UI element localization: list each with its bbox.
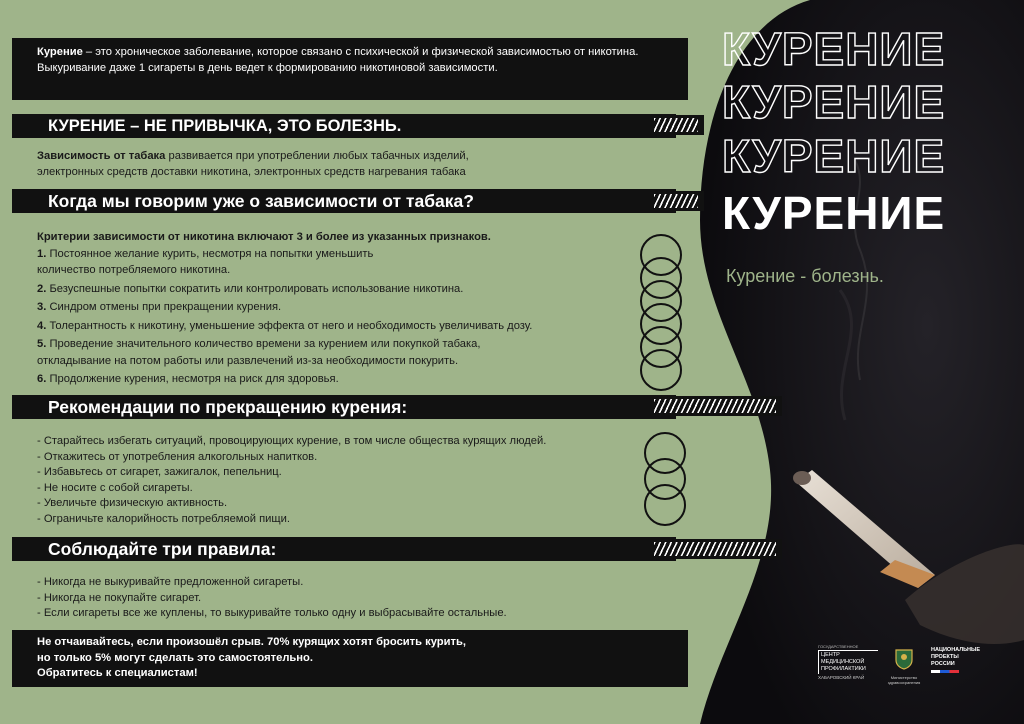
- recommendation-item: - Не носите с собой сигареты.: [37, 481, 193, 494]
- np-line: РОССИИ: [931, 661, 955, 667]
- section1-heading-text: КУРЕНИЕ – НЕ ПРИВЫЧКА, ЭТО БОЛЕЗНЬ.: [48, 117, 402, 135]
- criteria-text: Толерантность к никотину, уменьшение эффекта от него и необходимость увеличивать дозу.: [46, 319, 533, 332]
- section1-heading: [12, 114, 676, 138]
- section1-hatch: [648, 115, 704, 135]
- criteria-num: 2.: [37, 282, 47, 295]
- footer-line: Обратитесь к специалистам!: [37, 667, 198, 679]
- logo-region: ХАБАРОВСКИЙ КРАЙ: [818, 675, 865, 680]
- logo-line: ПРОФИЛАКТИКИ: [821, 666, 866, 672]
- np-line: НАЦИОНАЛЬНЫЕ: [931, 647, 981, 653]
- criteria-item: [37, 371, 657, 388]
- ministry-text: Министерство здравоохранения: [887, 675, 921, 685]
- criteria-text: Безуспешные попытки сократить или контролировать использование никотина.: [46, 282, 464, 295]
- section2-hatch: [648, 191, 704, 211]
- logo-small-text: ГОСУДАРСТВЕННОЕ: [818, 644, 859, 649]
- section4-heading-text: Соблюдайте три правила:: [48, 539, 277, 559]
- criteria-title: Критерии зависимости от никотина включают 3 и более из указанных признаков.: [37, 231, 491, 243]
- criteria-num: 5.: [37, 338, 47, 350]
- criteria-text: Синдром отмены при прекращении курения.: [46, 301, 282, 313]
- title-word-outline: КУРЕНИЕ: [722, 76, 946, 128]
- criteria-text: откладывание на потом работы или развлечений из-за необходимости покурить.: [37, 354, 459, 367]
- title-word-outline: КУРЕНИЕ: [722, 130, 946, 182]
- ministry-emblem-logo: [886, 648, 922, 685]
- recommendation-item: - Увеличьте физическую активность.: [37, 497, 228, 509]
- recommendations-list: [37, 434, 657, 527]
- section1-term: Зависимость от табака: [37, 150, 166, 162]
- intro-text: [37, 45, 677, 76]
- recommendation-item: - Избавьтесь от сигарет, зажигалок, пепельниц.: [37, 466, 282, 478]
- np-line: ПРОЕКТЫ: [931, 654, 959, 660]
- criteria-item: [37, 336, 657, 369]
- section1-line2: электронных средств доставки никотина, электронных средств нагревания табака: [37, 165, 466, 178]
- recommendation-item: - Откажитесь от употребления алкогольных напитков.: [37, 450, 318, 463]
- footer-box: [12, 630, 688, 687]
- rule-item: - Никогда не покупайте сигарет.: [37, 591, 202, 604]
- section1-body: [37, 149, 637, 180]
- section4-hatch: [648, 539, 782, 559]
- np-stripe: [931, 670, 959, 673]
- footer-line: Не отчаивайтесь, если произошёл срыв. 70% курящих хотят бросить курить,: [37, 636, 466, 648]
- national-projects-logo: [931, 647, 981, 673]
- intro-term: Курение: [37, 46, 83, 58]
- criteria-num: 4.: [37, 319, 47, 332]
- logo-frame: [818, 650, 878, 674]
- criteria-list: [37, 229, 657, 388]
- recommendation-item: - Ограничьте калорийность потребляемой пищи.: [37, 512, 290, 525]
- title-word-outline: КУРЕНИЕ: [722, 23, 946, 75]
- subtitle: Курение - болезнь.: [726, 266, 884, 286]
- coat-of-arms-icon: [894, 648, 914, 670]
- section4-heading: [12, 537, 676, 561]
- title-word-solid: КУРЕНИЕ: [722, 187, 946, 239]
- criteria-num: 6.: [37, 373, 47, 385]
- section1-line1: развивается при употреблении любых табачных изделий,: [165, 150, 469, 162]
- criteria-text: количество потребляемого никотина.: [37, 264, 231, 276]
- section2-heading: [12, 189, 676, 213]
- intro-body: – это хроническое заболевание, которое связано с психической и физической зависимостью от никотина. Выкуривание даже 1 сигареты в день ведет к формированию никотиновой зависимости.: [37, 46, 639, 74]
- rules-list: [37, 575, 657, 622]
- section3-hatch: [648, 396, 782, 416]
- logo-line: МЕДИЦИНСКОЙ: [821, 659, 865, 665]
- section2-heading-text: Когда мы говорим уже о зависимости от табака?: [48, 191, 474, 211]
- criteria-item: [37, 281, 657, 298]
- criteria-item: [37, 318, 657, 335]
- recommendation-item: - Старайтесь избегать ситуаций, провоцирующих курение, в том числе общества курящих людей.: [37, 435, 547, 447]
- criteria-num: 1.: [37, 247, 47, 260]
- criteria-item: [37, 299, 657, 316]
- logo-line: ЦЕНТР: [821, 652, 840, 658]
- center-medical-prevention-logo: [818, 643, 878, 683]
- criteria-item: [37, 246, 657, 279]
- footer-line: но только 5% могут сделать это самостоятельно.: [37, 651, 313, 664]
- criteria-text: Продолжение курения, несмотря на риск для здоровья.: [46, 373, 339, 385]
- section3-heading-text: Рекомендации по прекращению курения:: [48, 397, 408, 417]
- intro-box: [12, 38, 688, 100]
- rule-item: - Если сигареты все же куплены, то выкуривайте только одну и выбрасывайте остальные.: [37, 607, 507, 619]
- criteria-text: Проведение значительного количество времени за курением или покупкой табака,: [46, 338, 481, 350]
- rule-item: - Никогда не выкуривайте предложенной сигареты.: [37, 576, 304, 588]
- criteria-text: Постоянное желание курить, несмотря на попытки уменьшить: [46, 247, 374, 260]
- section3-heading: [12, 395, 676, 419]
- criteria-num: 3.: [37, 301, 47, 313]
- footer-text: [37, 635, 466, 682]
